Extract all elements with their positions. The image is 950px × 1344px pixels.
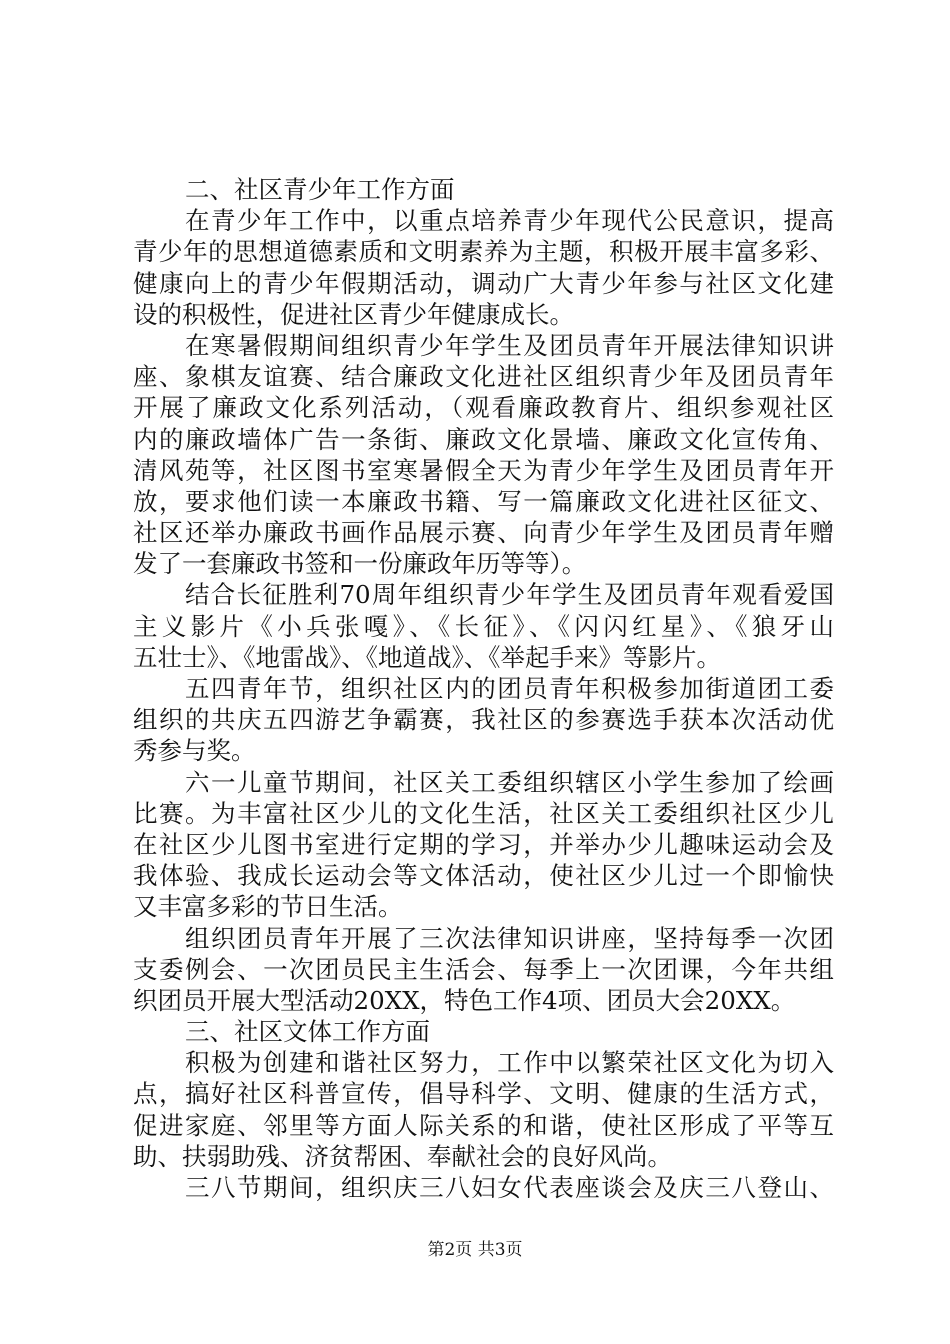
text-line: 清风苑等，社区图书室寒暑假全天为青少年学生及团员青年开 xyxy=(133,455,834,485)
text-line: 五四青年节，组织社区内的团员青年积极参加街道团工委 xyxy=(185,674,834,703)
section-heading: 三、社区文体工作方面 xyxy=(185,1017,430,1047)
text-line: 主义影片《小兵张嘎》、《长征》、《闪闪红星》、《狼牙山 xyxy=(133,611,834,641)
text-line: 在社区少儿图书室进行定期的学习，并举办少儿趣味运动会及 xyxy=(133,829,834,859)
paragraph xyxy=(133,205,834,330)
text-line: 在青少年工作中，以重点培养青少年现代公民意识，提高 xyxy=(185,206,834,236)
text-line: 组织的共庆五四游艺争霸赛，我社区的参赛选手获本次活动优 xyxy=(133,705,834,735)
page-number: 第2页 共3页 xyxy=(427,1240,523,1260)
paragraph xyxy=(133,767,834,923)
text-line: 在寒暑假期间组织青少年学生及团员青年开展法律知识讲 xyxy=(185,330,834,360)
paragraph xyxy=(133,330,834,580)
text-line: 秀参与奖。 xyxy=(133,736,256,766)
text-line: 结合长征胜利70周年组织青少年学生及团员青年观看爱国 xyxy=(185,580,834,610)
paragraph xyxy=(133,1172,834,1203)
document-body xyxy=(133,174,834,1203)
section-heading: 二、社区青少年工作方面 xyxy=(185,175,455,204)
text-line: 织团员开展大型活动20XX，特色工作4项、团员大会20XX。 xyxy=(133,985,796,1015)
paragraph xyxy=(133,923,834,1017)
text-line: 内的廉政墙体广告一条街、廉政文化景墙、廉政文化宣传角、 xyxy=(133,424,834,454)
paragraph xyxy=(133,1047,834,1172)
text-line: 设的积极性，促进社区青少年健康成长。 xyxy=(133,299,574,329)
text-line: 青少年的思想道德素质和文明素养为主题，积极开展丰富多彩、 xyxy=(133,237,834,267)
text-line: 健康向上的青少年假期活动，调动广大青少年参与社区文化建 xyxy=(133,268,834,298)
section-heading-youth-work xyxy=(133,174,834,205)
text-line: 五壮士》、《地雷战》、《地道战》、《举起手来》等影片。 xyxy=(133,642,721,672)
text-line: 座、象棋友谊赛、结合廉政文化进社区组织青少年及团员青年 xyxy=(133,362,834,392)
text-line: 支委例会、一次团员民主生活会、每季上一次团课，今年共组 xyxy=(133,954,834,984)
paragraph xyxy=(133,579,834,673)
section-heading-culture-sports xyxy=(133,1016,834,1047)
text-line: 积极为创建和谐社区努力，工作中以繁荣社区文化为切入 xyxy=(185,1048,834,1078)
text-line: 点，搞好社区科普宣传，倡导科学、文明、健康的生活方式， xyxy=(133,1079,834,1109)
text-line: 社区还举办廉政书画作品展示赛、向青少年学生及团员青年赠 xyxy=(133,518,834,548)
text-line: 三八节期间，组织庆三八妇女代表座谈会及庆三八登山、 xyxy=(185,1173,834,1202)
text-line: 促进家庭、邻里等方面人际关系的和谐，使社区形成了平等互 xyxy=(133,1110,834,1140)
page-footer xyxy=(0,1238,950,1262)
text-line: 助、扶弱助残、济贫帮困、奉献社会的良好风尚。 xyxy=(133,1141,672,1171)
text-line: 我体验、我成长运动会等文体活动，使社区少儿过一个即愉快 xyxy=(133,861,834,891)
text-line: 发了一套廉政书签和一份廉政年历等等）。 xyxy=(133,549,587,579)
text-line: 放，要求他们读一本廉政书籍、写一篇廉政文化进社区征文、 xyxy=(133,486,834,516)
text-line: 开展了廉政文化系列活动，（观看廉政教育片、组织参观社区 xyxy=(133,393,834,423)
text-line: 又丰富多彩的节日生活。 xyxy=(133,892,403,922)
paragraph xyxy=(133,673,834,767)
text-line: 六一儿童节期间，社区关工委组织辖区小学生参加了绘画 xyxy=(185,767,834,797)
text-line: 组织团员青年开展了三次法律知识讲座，坚持每季一次团 xyxy=(185,923,834,953)
text-line: 比赛。为丰富社区少儿的文化生活，社区关工委组织社区少儿 xyxy=(133,798,834,828)
